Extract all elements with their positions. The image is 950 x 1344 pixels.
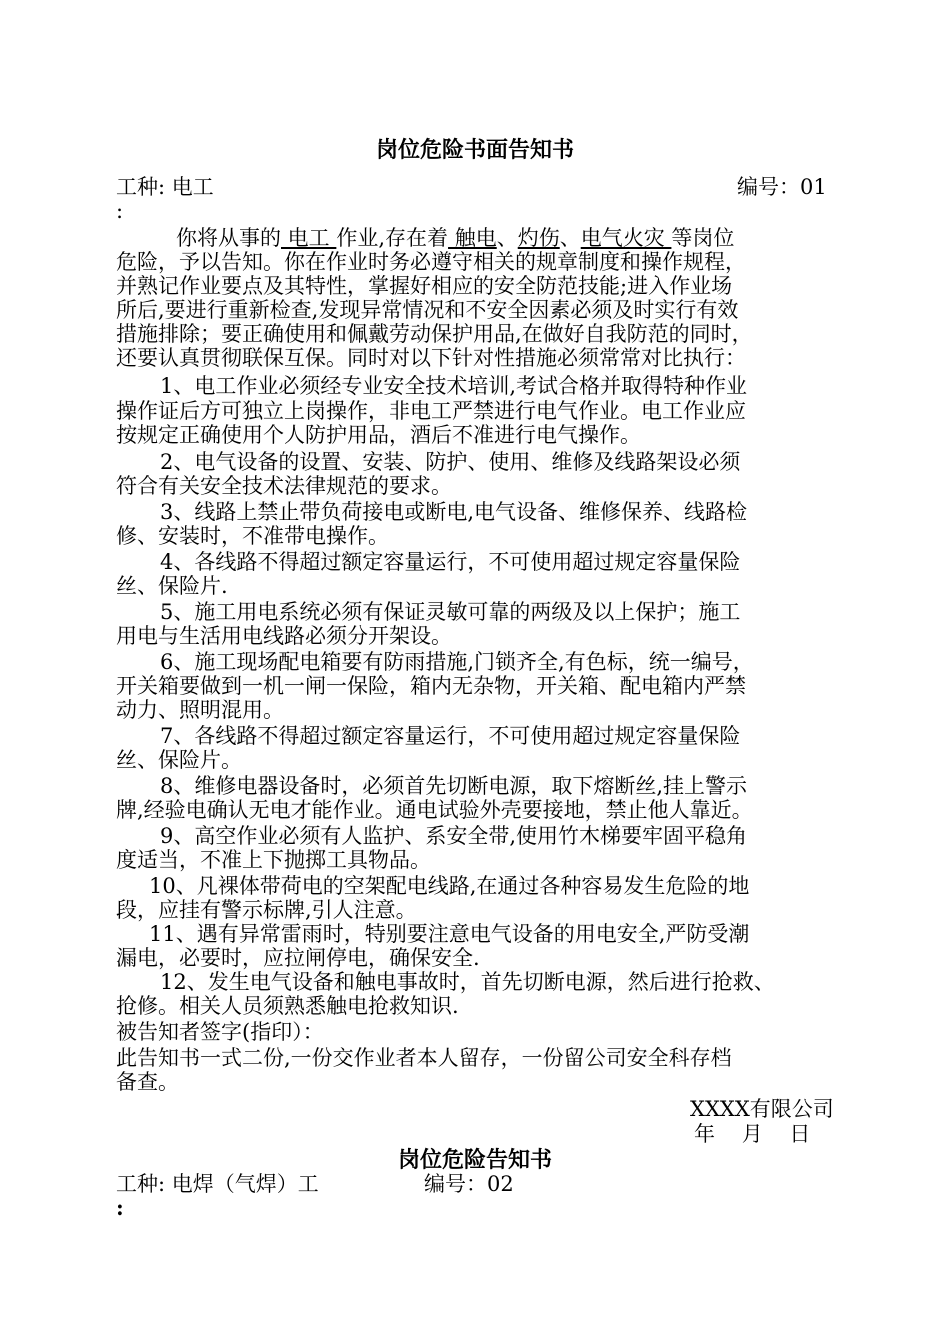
hazard-burn: 灼伤: [517, 226, 560, 250]
colon-line: :: [116, 199, 124, 223]
measure-line: 按规定正确使用个人防护用品，酒后不准进行电气操作。: [116, 423, 641, 447]
copies-line: 此告知书一式二份,一份交作业者本人留存，一份留公司安全科存档: [116, 1046, 732, 1070]
colon-line-2: :: [116, 1195, 124, 1220]
signature-date: 年 月 日: [694, 1122, 811, 1146]
measure-line: 修、安装时，不准带电操作。: [116, 524, 389, 548]
measure-line: 度适当，不准上下抛掷工具物品。: [116, 848, 431, 872]
measure-line: 10、凡裸体带荷电的空架配电线路,在通过各种容易发生危险的地: [149, 874, 750, 898]
job-type-label-2: 工种: 电焊（气焊）工: [116, 1172, 319, 1196]
measure-line: 7、各线路不得超过额定容量运行，不可使用超过规定容量保险: [160, 724, 741, 748]
measure-line: 12、发生电气设备和触电事故时，首先切断电源，然后进行抢救、: [160, 970, 775, 994]
measure-line: 丝、保险片。: [116, 748, 242, 772]
measure-line: 漏电，必要时，应拉闸停电，确保安全.: [116, 946, 480, 970]
measure-line: 符合有关安全技术法律规范的要求。: [116, 474, 452, 498]
measure-line: 段，应挂有警示标牌,引人注意。: [116, 898, 417, 922]
measure-line: 8、维修电器设备时，必须首先切断电源，取下熔断丝,挂上警示: [160, 774, 748, 798]
intro-line: 所后,要进行重新检查,发现异常情况和不安全因素必须及时实行有效: [116, 298, 739, 322]
measure-line: 3、线路上禁止带负荷接电或断电,电气设备、维修保养、线路检: [160, 500, 748, 524]
measure-line: 牌,经验电确认无电才能作业。通电试验外壳要接地，禁止他人靠近。: [116, 798, 753, 822]
intro-mid: 作业,存在着: [336, 226, 449, 250]
hazard-electrical-fire: 电气火灾: [580, 226, 672, 250]
document-number: 编号：01: [737, 175, 827, 199]
intro-first-line: [116, 226, 846, 250]
intro-line: 措施排除；要正确使用和佩戴劳动保护用品,在做好自我防范的同时，: [116, 322, 753, 346]
intro-sep2: 、: [559, 226, 581, 250]
measure-line: 动力、照明混用。: [116, 698, 284, 722]
measure-line: 9、高空作业必须有人监护、系安全带,使用竹木梯要牢固平稳角: [160, 824, 748, 848]
measure-line: 4、各线路不得超过额定容量运行，不可使用超过规定容量保险: [160, 550, 741, 574]
copies-line: 备查。: [116, 1070, 179, 1094]
measure-line: 2、电气设备的设置、安装、防护、使用、维修及线路架设必须: [160, 450, 741, 474]
intro-suffix: 等岗位: [671, 226, 735, 250]
measure-line: 1、电工作业必须经专业安全技术培训,考试合格并取得特种作业: [160, 374, 748, 398]
intro-prefix: 你将从事的: [176, 226, 281, 250]
company-name: XXXX有限公司: [690, 1097, 834, 1121]
intro-sep1: 、: [496, 226, 518, 250]
notice2-title: 岗位危险告知书: [397, 1147, 552, 1173]
measure-line: 操作证后方可独立上岗操作，非电工严禁进行电气作业。电工作业应: [116, 399, 746, 423]
intro-line: 并熟记作业要点及其特性，掌握好相应的安全防范技能;进入作业场: [116, 274, 733, 298]
intro-line: 还要认真贯彻联保互保。同时对以下针对性措施必须常常对比执行：: [116, 346, 746, 370]
measure-line: 11、遇有异常雷雨时，特别要注意电气设备的用电安全,严防受潮: [149, 922, 750, 946]
measure-line: 5、施工用电系统必须有保证灵敏可靠的两级及以上保护；施工: [160, 600, 741, 624]
job-type-label: 工种: 电工: [116, 175, 214, 199]
notice1-title: 岗位危险书面告知书: [375, 137, 574, 163]
measure-line: 6、施工现场配电箱要有防雨措施,门锁齐全,有色标，统一编号，: [160, 650, 754, 674]
measure-line: 开关箱要做到一机一闸一保险，箱内无杂物，开关箱、配电箱内严禁: [116, 674, 746, 698]
hazard-electric-shock: 触电: [448, 226, 497, 250]
intro-job: 电工: [281, 226, 337, 250]
measure-line: 用电与生活用电线路必须分开架设。: [116, 624, 452, 648]
measure-line: 抢修。相关人员须熟悉触电抢救知识.: [116, 994, 459, 1018]
intro-line: 危险，予以告知。你在作业时务必遵守相关的规章制度和操作规程，: [116, 250, 746, 274]
measure-line: 丝、保险片.: [116, 574, 228, 598]
document-number-2: 编号：02: [424, 1172, 514, 1196]
signature-label: 被告知者签字(指印）：: [116, 1020, 324, 1044]
